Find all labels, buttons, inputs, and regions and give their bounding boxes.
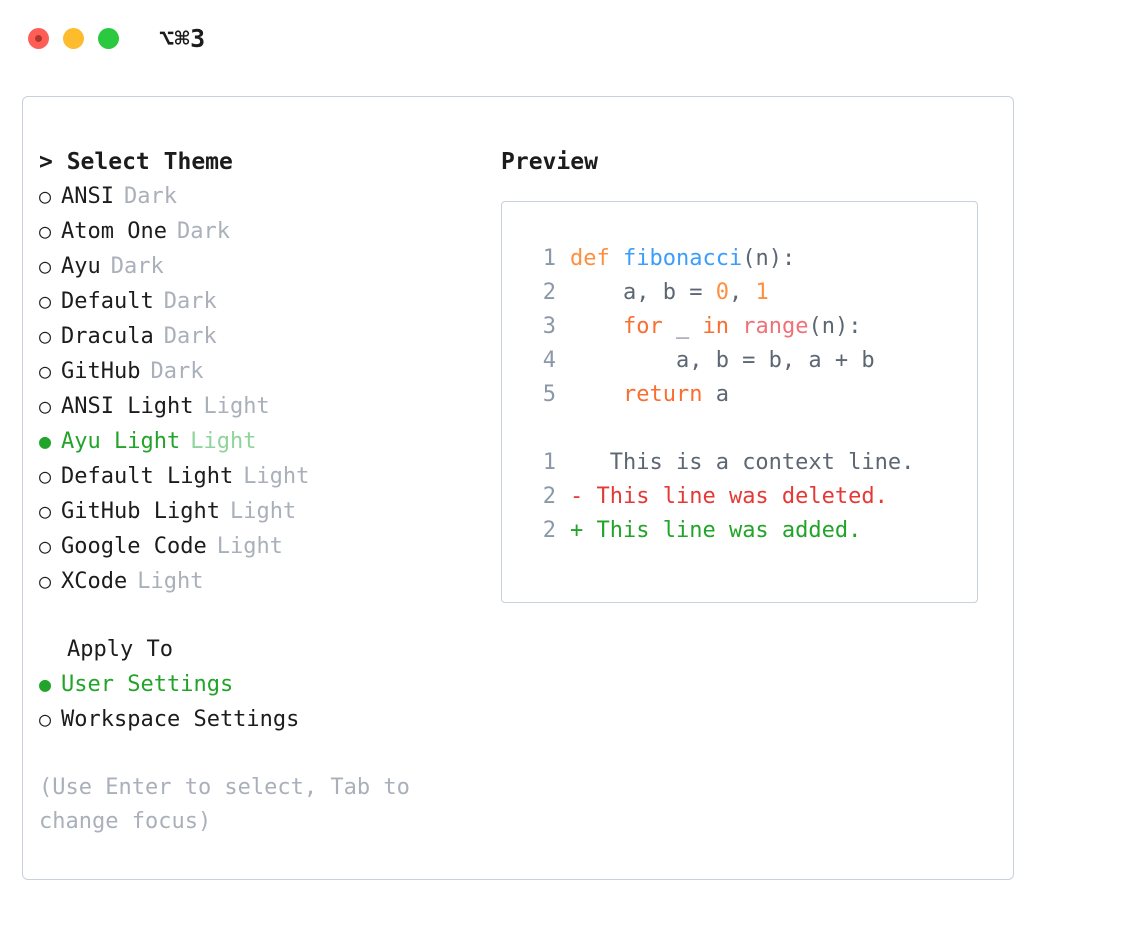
theme-option-default-light[interactable] xyxy=(39,459,479,494)
radio-selected-icon: ● xyxy=(39,672,52,696)
diff-marker xyxy=(570,446,583,480)
line-number: 1 xyxy=(542,450,556,475)
code-token: (n): xyxy=(742,246,796,271)
theme-option-atom-one[interactable] xyxy=(39,214,479,249)
code-line-content xyxy=(570,276,769,310)
line-number: 2 xyxy=(542,518,556,543)
code-token: return xyxy=(622,382,703,407)
theme-option-label: XCode xyxy=(61,569,128,594)
code-line xyxy=(502,242,977,276)
line-number: 4 xyxy=(542,348,556,373)
theme-option-variant: Light xyxy=(229,499,297,524)
code-token: in xyxy=(702,314,729,339)
theme-option-ansi-light[interactable] xyxy=(39,389,479,424)
code-preview xyxy=(502,242,977,412)
theme-option-variant: Dark xyxy=(163,289,217,314)
theme-option-google-code[interactable] xyxy=(39,529,479,564)
code-token xyxy=(570,314,623,339)
radio-selected-icon: ● xyxy=(39,429,52,453)
select-theme-heading: > Select Theme xyxy=(39,149,233,175)
theme-option-variant: Light xyxy=(137,569,204,594)
radio-empty-icon: ○ xyxy=(39,359,52,383)
main-panel xyxy=(22,96,1014,880)
preview-column xyxy=(501,145,1001,603)
code-token: a, b = xyxy=(570,280,716,305)
diff-line xyxy=(502,446,977,480)
minimize-button[interactable] xyxy=(63,28,84,49)
title-bar xyxy=(0,0,1140,76)
code-line xyxy=(502,310,977,344)
radio-empty-icon: ○ xyxy=(39,184,52,208)
line-number: 5 xyxy=(542,382,556,407)
code-token: a, b = b, a + b xyxy=(570,348,875,373)
preview-title: Preview xyxy=(501,149,598,175)
apply-to-option-label: User Settings xyxy=(61,672,234,697)
maximize-button[interactable] xyxy=(98,28,119,49)
theme-option-github[interactable] xyxy=(39,354,479,389)
theme-option-variant: Dark xyxy=(123,184,177,209)
keyboard-hint: (Use Enter to select, Tab to change focus) xyxy=(39,775,424,834)
apply-to-option-user-settings[interactable] xyxy=(39,667,479,702)
code-token: def xyxy=(570,246,623,271)
diff-line xyxy=(502,480,977,514)
code-token: (n): xyxy=(808,314,862,339)
theme-option-variant: Light xyxy=(203,394,270,419)
theme-option-label: Dracula xyxy=(61,324,154,349)
theme-option-variant: Light xyxy=(243,464,310,489)
radio-empty-icon: ○ xyxy=(39,707,52,731)
theme-option-label: Default Light xyxy=(61,464,234,489)
diff-text: This line was added. xyxy=(583,518,862,543)
apply-to-title: Apply To xyxy=(67,637,173,662)
radio-empty-icon: ○ xyxy=(39,394,52,418)
theme-option-variant: Light xyxy=(216,534,283,559)
radio-empty-icon: ○ xyxy=(39,464,52,488)
apply-to-option-workspace-settings[interactable] xyxy=(39,702,479,737)
code-token: 0 xyxy=(715,280,729,305)
spacer xyxy=(39,599,479,633)
code-token: fibonacci xyxy=(622,246,743,271)
radio-empty-icon: ○ xyxy=(39,534,52,558)
theme-option-default[interactable] xyxy=(39,284,479,319)
theme-selection-column xyxy=(39,145,479,839)
theme-option-label: Atom One xyxy=(61,219,167,244)
theme-option-label: GitHub Light xyxy=(61,499,220,524)
theme-option-label: Google Code xyxy=(61,534,207,559)
theme-option-label: ANSI Light xyxy=(61,394,194,419)
code-token xyxy=(729,314,742,339)
code-line-content xyxy=(570,378,729,412)
diff-preview xyxy=(502,446,977,548)
code-token xyxy=(570,382,623,407)
theme-option-variant: Light xyxy=(190,429,257,454)
code-token: range xyxy=(742,314,809,339)
code-token: for xyxy=(622,314,663,339)
apply-to-list[interactable] xyxy=(39,667,479,737)
theme-option-ayu[interactable] xyxy=(39,249,479,284)
radio-empty-icon: ○ xyxy=(39,289,52,313)
theme-option-label: Ayu xyxy=(61,254,101,279)
theme-option-variant: Dark xyxy=(176,219,230,244)
theme-list[interactable] xyxy=(39,179,479,599)
radio-empty-icon: ○ xyxy=(39,324,52,348)
window-controls[interactable] xyxy=(28,28,119,49)
code-token: a xyxy=(702,382,729,407)
diff-text: This line was deleted. xyxy=(583,484,888,509)
line-number: 1 xyxy=(542,246,556,271)
line-number: 3 xyxy=(542,314,556,339)
code-line xyxy=(502,378,977,412)
code-line-content xyxy=(570,344,875,378)
diff-text: This is a context line. xyxy=(583,450,915,475)
code-token: 1 xyxy=(755,280,769,305)
radio-empty-icon: ○ xyxy=(39,219,52,243)
theme-option-variant: Dark xyxy=(163,324,217,349)
line-number: 2 xyxy=(542,280,556,305)
code-token: , xyxy=(728,280,756,305)
radio-empty-icon: ○ xyxy=(39,569,52,593)
theme-option-ayu-light[interactable] xyxy=(39,424,479,459)
theme-option-label: ANSI xyxy=(61,184,114,209)
theme-option-dracula[interactable] xyxy=(39,319,479,354)
theme-option-variant: Dark xyxy=(110,254,164,279)
code-token: _ xyxy=(662,314,703,339)
apply-to-option-label: Workspace Settings xyxy=(61,707,300,732)
theme-option-xcode[interactable] xyxy=(39,564,479,599)
theme-option-label: GitHub xyxy=(61,359,141,384)
code-line-content xyxy=(570,242,795,276)
theme-option-variant: Dark xyxy=(150,359,204,384)
theme-option-github-light[interactable] xyxy=(39,494,479,529)
radio-empty-icon: ○ xyxy=(39,499,52,523)
theme-option-ansi[interactable] xyxy=(39,179,479,214)
diff-line xyxy=(502,514,977,548)
diff-marker: - xyxy=(570,484,584,509)
preview-box xyxy=(501,201,978,603)
theme-option-label: Default xyxy=(61,289,154,314)
diff-marker: + xyxy=(570,518,584,543)
window-shortcut-label: ⌥⌘3 xyxy=(159,23,206,53)
line-number: 2 xyxy=(542,484,556,509)
radio-empty-icon: ○ xyxy=(39,254,52,278)
theme-option-label: Ayu Light xyxy=(61,429,181,454)
code-line xyxy=(502,344,977,378)
code-diff-spacer xyxy=(502,412,977,446)
code-line xyxy=(502,276,977,310)
code-line-content xyxy=(570,310,861,344)
close-button[interactable] xyxy=(28,28,49,49)
